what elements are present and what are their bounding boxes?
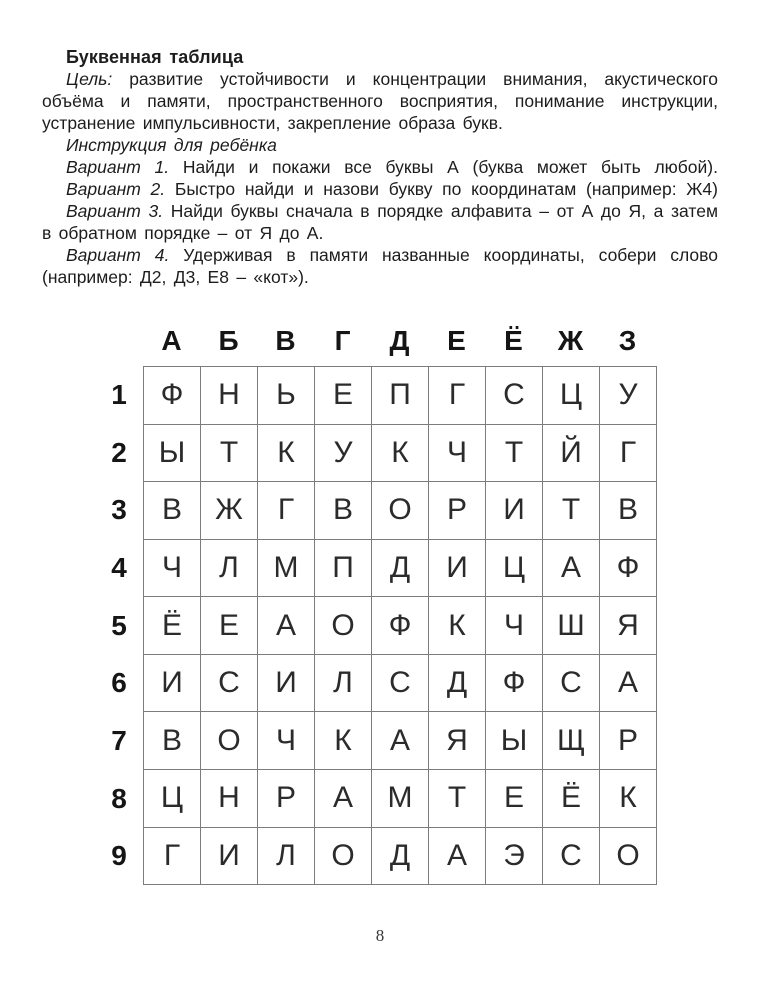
letter-cell: Ж xyxy=(201,482,258,540)
row-label: 6 xyxy=(111,667,127,699)
row-label: 2 xyxy=(111,436,127,468)
letter-cell: О xyxy=(372,482,429,540)
row-labels xyxy=(95,366,143,885)
letter-cell: Ц xyxy=(486,539,543,597)
column-header: Г xyxy=(334,325,351,356)
column-header: Д xyxy=(389,325,410,356)
letter-cell: Г xyxy=(144,827,201,885)
letter-cell: Ф xyxy=(600,539,657,597)
letter-cell: С xyxy=(201,654,258,712)
letter-cell: В xyxy=(144,712,201,770)
letter-cell: Ч xyxy=(144,539,201,597)
letter-cell: Л xyxy=(315,654,372,712)
table-row xyxy=(144,482,657,540)
letter-cell: К xyxy=(315,712,372,770)
letter-cell: Г xyxy=(258,482,315,540)
table-row xyxy=(144,539,657,597)
letter-cell: О xyxy=(315,597,372,655)
column-header: Е xyxy=(447,325,466,356)
goal-label: Цель: xyxy=(66,69,113,89)
letter-cell: О xyxy=(600,827,657,885)
letter-grid xyxy=(143,366,657,885)
letter-cell: Т xyxy=(486,424,543,482)
column-header: А xyxy=(161,325,182,356)
row-label: 1 xyxy=(111,378,127,410)
page-number: 8 xyxy=(375,926,385,945)
column-header: Б xyxy=(218,325,239,356)
table-row xyxy=(144,827,657,885)
letter-cell: Ь xyxy=(258,367,315,425)
letter-cell: Ы xyxy=(144,424,201,482)
letter-cell: Ф xyxy=(372,597,429,655)
instruction-heading: Инструкция для ребёнка xyxy=(66,135,277,155)
column-header: Ё xyxy=(504,325,523,356)
letter-cell: М xyxy=(258,539,315,597)
letter-cell: К xyxy=(258,424,315,482)
letter-cell: У xyxy=(600,367,657,425)
letter-cell: А xyxy=(429,827,486,885)
letter-cell: Т xyxy=(429,769,486,827)
letter-cell: Р xyxy=(258,769,315,827)
letter-cell: И xyxy=(429,539,486,597)
letter-table xyxy=(95,316,657,885)
letter-cell: Ё xyxy=(543,769,600,827)
variant-4-text: Удерживая в памяти названные координаты, собери слово (например: Д2, Д3, Е8 – «кот»). xyxy=(42,245,718,287)
letter-cell: А xyxy=(258,597,315,655)
column-headers xyxy=(143,316,657,366)
column-header: В xyxy=(275,325,296,356)
row-label: 7 xyxy=(111,724,127,756)
letter-cell: О xyxy=(201,712,258,770)
table-row xyxy=(144,367,657,425)
letter-cell: Ч xyxy=(429,424,486,482)
letter-cell: В xyxy=(315,482,372,540)
letter-cell: С xyxy=(486,367,543,425)
letter-cell: Ш xyxy=(543,597,600,655)
letter-cell: Т xyxy=(201,424,258,482)
letter-cell: С xyxy=(543,654,600,712)
letter-cell: К xyxy=(429,597,486,655)
intro-text xyxy=(42,46,718,288)
variant-4-label: Вариант 4. xyxy=(66,245,170,265)
letter-cell: Ф xyxy=(144,367,201,425)
letter-cell: К xyxy=(372,424,429,482)
letter-cell: О xyxy=(315,827,372,885)
letter-cell: Г xyxy=(600,424,657,482)
letter-cell: Э xyxy=(486,827,543,885)
letter-cell: Г xyxy=(429,367,486,425)
row-label: 4 xyxy=(111,551,127,583)
variant-2-text: Быстро найди и назови букву по координатам (например: Ж4) xyxy=(174,179,718,199)
letter-cell: Е xyxy=(486,769,543,827)
letter-cell: Ч xyxy=(258,712,315,770)
variant-4-paragraph xyxy=(42,244,718,288)
column-header: Ж xyxy=(557,325,584,356)
letter-cell: Ы xyxy=(486,712,543,770)
letter-cell: Е xyxy=(201,597,258,655)
variant-3-paragraph xyxy=(42,200,718,244)
letter-cell: Е xyxy=(315,367,372,425)
letter-cell: Я xyxy=(600,597,657,655)
page-title: Буквенная таблица xyxy=(66,47,244,67)
letter-cell: С xyxy=(543,827,600,885)
letter-cell: Щ xyxy=(543,712,600,770)
letter-cell: С xyxy=(372,654,429,712)
letter-cell: А xyxy=(315,769,372,827)
letter-cell: Л xyxy=(258,827,315,885)
letter-cell: Й xyxy=(543,424,600,482)
row-label: 8 xyxy=(111,782,127,814)
table-row xyxy=(144,424,657,482)
letter-cell: Л xyxy=(201,539,258,597)
letter-cell: Ё xyxy=(144,597,201,655)
variant-1-paragraph xyxy=(42,156,718,178)
letter-cell: Ф xyxy=(486,654,543,712)
letter-cell: У xyxy=(315,424,372,482)
variant-1-text: Найди и покажи все буквы А (буква может быть любой). xyxy=(182,157,718,177)
goal-text: развитие устойчивости и концентрации внимания, акустического объёма и памяти, пространственного восприятия, понимание инструкции, устранение импульсивности, закрепление образа букв. xyxy=(42,69,718,133)
letter-grid-body xyxy=(144,367,657,885)
variant-3-text: Найди буквы сначала в порядке алфавита – от А до Я, а затем в обратном порядке – от Я до А. xyxy=(42,201,718,243)
letter-cell: Ц xyxy=(144,769,201,827)
letter-cell: И xyxy=(144,654,201,712)
letter-cell: В xyxy=(600,482,657,540)
letter-cell: П xyxy=(372,367,429,425)
letter-cell: В xyxy=(144,482,201,540)
goal-paragraph xyxy=(42,68,718,134)
row-label: 9 xyxy=(111,840,127,872)
letter-cell: Н xyxy=(201,367,258,425)
table-row xyxy=(144,654,657,712)
letter-cell: И xyxy=(258,654,315,712)
variant-2-paragraph xyxy=(42,178,718,200)
table-row xyxy=(144,597,657,655)
letter-cell: Н xyxy=(201,769,258,827)
letter-cell: Д xyxy=(372,827,429,885)
variant-2-label: Вариант 2. xyxy=(66,179,166,199)
letter-cell: Д xyxy=(372,539,429,597)
table-row xyxy=(144,712,657,770)
column-header: З xyxy=(618,325,637,356)
letter-cell: Т xyxy=(543,482,600,540)
letter-cell: И xyxy=(201,827,258,885)
table-row xyxy=(144,769,657,827)
row-label: 3 xyxy=(111,494,127,526)
letter-cell: Ц xyxy=(543,367,600,425)
letter-cell: Р xyxy=(600,712,657,770)
letter-cell: А xyxy=(600,654,657,712)
letter-cell: К xyxy=(600,769,657,827)
letter-cell: А xyxy=(543,539,600,597)
row-label: 5 xyxy=(111,609,127,641)
variant-3-label: Вариант 3. xyxy=(66,201,164,221)
letter-cell: Р xyxy=(429,482,486,540)
letter-cell: П xyxy=(315,539,372,597)
variant-1-label: Вариант 1. xyxy=(66,157,170,177)
letter-cell: Я xyxy=(429,712,486,770)
letter-cell: И xyxy=(486,482,543,540)
letter-cell: Ч xyxy=(486,597,543,655)
letter-cell: А xyxy=(372,712,429,770)
letter-cell: Д xyxy=(429,654,486,712)
letter-cell: М xyxy=(372,769,429,827)
